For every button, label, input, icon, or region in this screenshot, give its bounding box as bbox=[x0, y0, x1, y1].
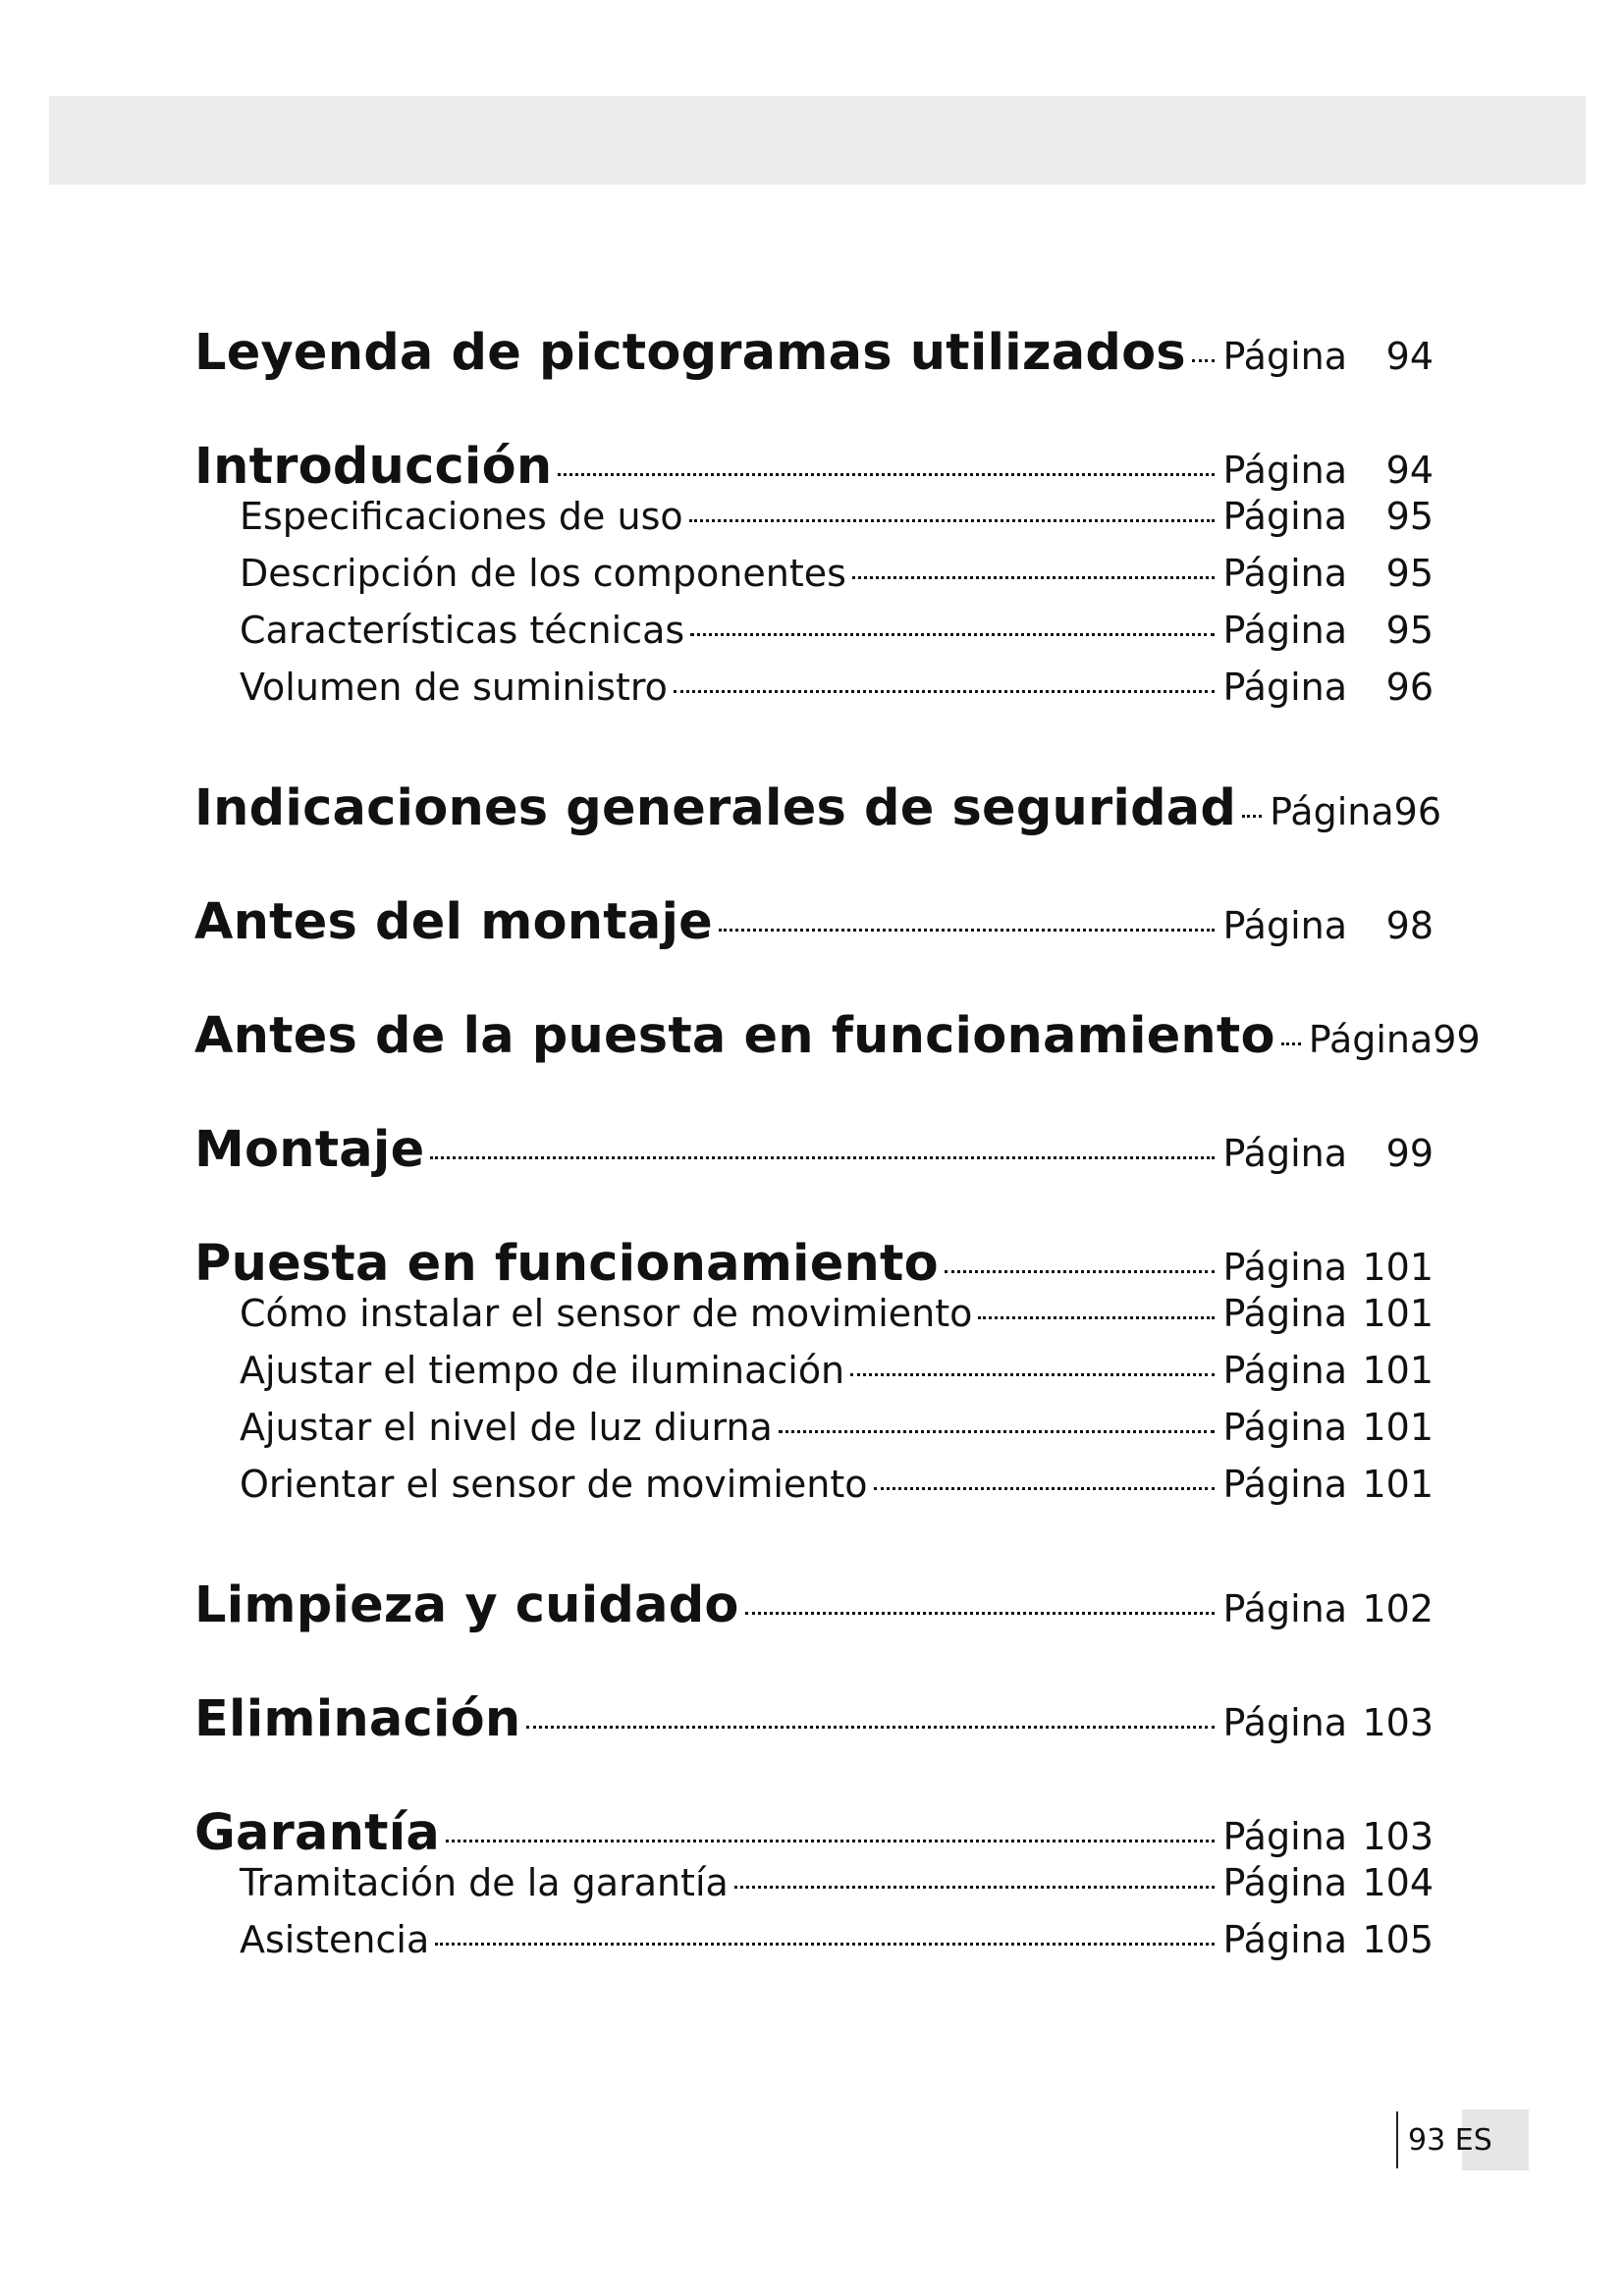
dot-leader bbox=[690, 633, 1215, 636]
toc-entry-introduccion[interactable] bbox=[194, 438, 1434, 495]
toc-entry-leyenda[interactable] bbox=[194, 324, 1434, 381]
toc-subentry-especificaciones[interactable] bbox=[194, 495, 1434, 552]
toc-entry-title: Características técnicas bbox=[240, 609, 685, 652]
page-label: Página bbox=[1222, 1701, 1347, 1744]
toc-subentry-volumen[interactable] bbox=[194, 666, 1434, 722]
toc-entry-title: Especificaciones de uso bbox=[240, 495, 683, 538]
page-number: 101 bbox=[1362, 1349, 1434, 1392]
page-label: Página bbox=[1222, 335, 1347, 378]
page-number: 99 bbox=[1433, 1018, 1481, 1061]
dot-leader bbox=[945, 1270, 1216, 1273]
page-number: 103 bbox=[1362, 1815, 1434, 1858]
page-number: 96 bbox=[1393, 790, 1441, 833]
dot-leader bbox=[558, 473, 1215, 476]
toc-subentry-orientar-sensor[interactable] bbox=[194, 1463, 1434, 1520]
page-label: Página bbox=[1222, 1587, 1347, 1630]
dot-leader bbox=[1281, 1042, 1301, 1045]
dot-leader bbox=[719, 929, 1216, 932]
page-label: Página bbox=[1222, 1349, 1347, 1392]
toc-entry-eliminacion[interactable] bbox=[194, 1690, 1434, 1747]
toc-entry-title: Cómo instalar el sensor de movimiento bbox=[240, 1292, 973, 1335]
toc-entry-antes-montaje[interactable] bbox=[194, 893, 1434, 950]
page-label: Página bbox=[1308, 1018, 1434, 1061]
toc-entry-title: Introducción bbox=[194, 438, 553, 496]
page-label: Página bbox=[1222, 904, 1347, 947]
page-number: 105 bbox=[1362, 1918, 1434, 1961]
toc-entry-title: Puesta en funcionamiento bbox=[194, 1235, 939, 1293]
page-label: Página bbox=[1222, 1132, 1347, 1175]
page-number: 104 bbox=[1362, 1861, 1434, 1904]
page-number: 95 bbox=[1385, 495, 1434, 538]
page-label: Página bbox=[1270, 790, 1394, 833]
page-footer bbox=[1396, 2109, 1530, 2170]
page-number: 98 bbox=[1385, 904, 1434, 947]
page-number: 101 bbox=[1362, 1246, 1434, 1289]
page-number: 101 bbox=[1362, 1406, 1434, 1449]
page-number: 102 bbox=[1362, 1587, 1434, 1630]
dot-leader bbox=[674, 690, 1216, 693]
dot-leader bbox=[734, 1886, 1216, 1889]
toc-entry-puesta[interactable] bbox=[194, 1235, 1434, 1292]
dot-leader bbox=[430, 1156, 1215, 1159]
header-bar bbox=[49, 96, 1586, 185]
toc-entry-montaje[interactable] bbox=[194, 1121, 1434, 1178]
page-label: Página bbox=[1222, 1292, 1347, 1335]
table-of-contents bbox=[194, 324, 1481, 1975]
page-label: Página bbox=[1222, 1463, 1347, 1506]
page-number: 95 bbox=[1385, 552, 1434, 595]
toc-subentry-caracteristicas[interactable] bbox=[194, 609, 1434, 666]
toc-entry-title: Ajustar el tiempo de iluminación bbox=[240, 1349, 845, 1392]
toc-entry-title: Garantía bbox=[194, 1804, 441, 1862]
page-number: 96 bbox=[1385, 666, 1434, 709]
footer-language: ES bbox=[1454, 2122, 1492, 2158]
page-label: Página bbox=[1222, 1861, 1347, 1904]
page-number: 94 bbox=[1385, 449, 1434, 492]
page-number: 103 bbox=[1362, 1701, 1434, 1744]
toc-entry-title: Tramitación de la garantía bbox=[240, 1861, 729, 1904]
dot-leader bbox=[1242, 815, 1262, 818]
dot-leader bbox=[526, 1726, 1215, 1729]
toc-subentry-tiempo-iluminacion[interactable] bbox=[194, 1349, 1434, 1406]
dot-leader bbox=[689, 519, 1216, 522]
page-label: Página bbox=[1222, 1918, 1347, 1961]
toc-entry-title: Volumen de suministro bbox=[240, 666, 668, 709]
toc-entry-antes-puesta[interactable] bbox=[194, 1007, 1481, 1065]
dot-leader bbox=[446, 1840, 1215, 1842]
page-label: Página bbox=[1222, 1815, 1347, 1858]
toc-entry-garantia[interactable] bbox=[194, 1804, 1434, 1861]
toc-subentry-instalar-sensor[interactable] bbox=[194, 1292, 1434, 1349]
toc-entry-title: Ajustar el nivel de luz diurna bbox=[240, 1406, 773, 1449]
dot-leader bbox=[745, 1612, 1216, 1615]
page-label: Página bbox=[1222, 552, 1347, 595]
toc-entry-title: Asistencia bbox=[240, 1918, 430, 1961]
toc-subentry-tramitacion[interactable] bbox=[194, 1861, 1434, 1918]
footer-page-label bbox=[1398, 2123, 1492, 2158]
page-label: Página bbox=[1222, 495, 1347, 538]
dot-leader bbox=[978, 1316, 1215, 1319]
toc-entry-title: Orientar el sensor de movimiento bbox=[240, 1463, 868, 1506]
toc-entry-title: Eliminación bbox=[194, 1690, 521, 1748]
toc-entry-limpieza[interactable] bbox=[194, 1576, 1434, 1633]
dot-leader bbox=[874, 1487, 1216, 1490]
page-label: Página bbox=[1222, 1246, 1347, 1289]
page-label: Página bbox=[1222, 449, 1347, 492]
page-label: Página bbox=[1222, 609, 1347, 652]
page-number: 95 bbox=[1385, 609, 1434, 652]
toc-entry-title: Montaje bbox=[194, 1121, 425, 1179]
toc-entry-title: Antes del montaje bbox=[194, 893, 713, 951]
toc-subentry-descripcion[interactable] bbox=[194, 552, 1434, 609]
toc-entry-title: Descripción de los componentes bbox=[240, 552, 846, 595]
dot-leader bbox=[779, 1430, 1216, 1433]
page-number: 101 bbox=[1362, 1463, 1434, 1506]
footer-page-number: 93 bbox=[1408, 2122, 1446, 2158]
toc-subentry-luz-diurna[interactable] bbox=[194, 1406, 1434, 1463]
page-label: Página bbox=[1222, 666, 1347, 709]
toc-entry-title: Leyenda de pictogramas utilizados bbox=[194, 324, 1186, 382]
toc-entry-title: Indicaciones generales de seguridad bbox=[194, 779, 1237, 837]
dot-leader bbox=[435, 1943, 1215, 1946]
toc-entry-title: Antes de la puesta en funcionamiento bbox=[194, 1007, 1275, 1065]
page-label: Página bbox=[1222, 1406, 1347, 1449]
toc-subentry-asistencia[interactable] bbox=[194, 1918, 1434, 1975]
toc-entry-title: Limpieza y cuidado bbox=[194, 1576, 739, 1634]
page-number: 99 bbox=[1385, 1132, 1434, 1175]
page-number: 101 bbox=[1362, 1292, 1434, 1335]
page-number: 94 bbox=[1385, 335, 1434, 378]
dot-leader bbox=[1192, 359, 1216, 362]
dot-leader bbox=[852, 576, 1216, 579]
dot-leader bbox=[850, 1373, 1215, 1376]
toc-entry-indicaciones[interactable] bbox=[194, 779, 1441, 837]
